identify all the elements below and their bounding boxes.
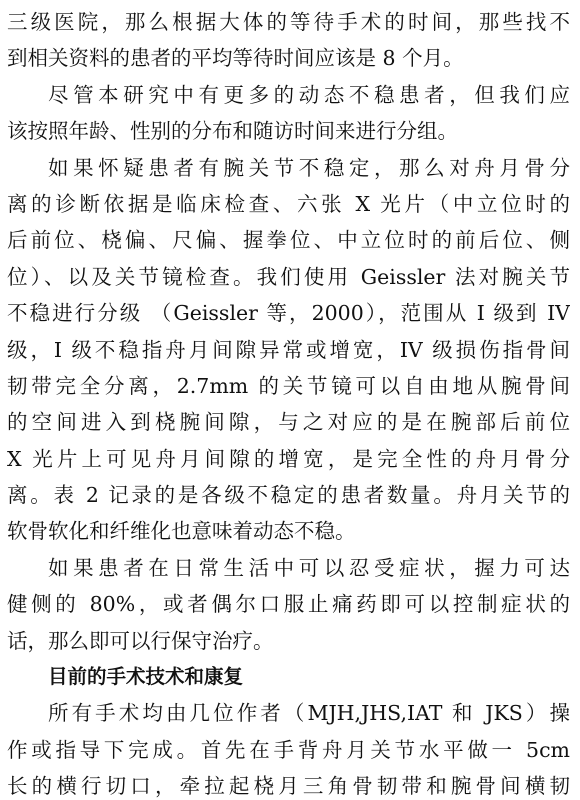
text-line: 三级医院，那么根据大体的等待手术的时间，那些找不 [7, 10, 570, 34]
text-line: 作或指导下完成。首先在手背舟月关节水平做一 5cm [7, 737, 570, 762]
text-line: 如果怀疑患者有腕关节不稳定，那么对舟月骨分 [48, 155, 570, 180]
text-line: 长的横行切口，牵拉起桡月三角骨韧带和腕骨间横韧 [7, 774, 570, 799]
text-line: 所有手术均由几位作者（MJH,JHS,IAT 和 JKS）操 [48, 701, 570, 726]
text-line: 后前位、桡偏、尺偏、握拳位、中立位时的前后位、侧 [7, 228, 570, 253]
paragraph-2 [7, 77, 570, 150]
text-line: 离。表 2 记录的是各级不稳定的患者数量。舟月关节的 [7, 483, 570, 508]
paragraph-5 [7, 695, 570, 800]
section-heading: 目前的手术技术和康复 [48, 665, 244, 689]
text-line: 级，I 级不稳指舟月间隙异常或增宽，IV 级损伤指骨间 [7, 337, 570, 362]
text-line: 到相关资料的患者的平均等待时间应该是 8 个月。 [7, 46, 464, 71]
text-line: 话，那么即可以行保守治疗。 [7, 628, 274, 653]
text-line: 不稳进行分级 （Geissler 等，2000），范围从 I 级到 IV [7, 301, 570, 326]
text-line: X 光片上可见舟月间隙的增宽，是完全性的舟月骨分 [7, 446, 570, 471]
paragraph-1 [7, 4, 570, 77]
text-line: 位）、以及关节镜检查。我们使用 Geissler 法对腕关节 [7, 264, 570, 289]
text-line: 韧带完全分离，2.7mm 的关节镜可以自由地从腕骨间 [7, 373, 570, 398]
text-line: 如果患者在日常生活中可以忍受症状，握力可达 [48, 555, 570, 580]
text-line: 软骨软化和纤维化也意味着动态不稳。 [7, 519, 356, 544]
paragraph-4 [7, 550, 570, 659]
text-line: 健侧的 80%，或者偶尔口服止痛药即可以控制症状的 [7, 592, 570, 617]
text-line: 的空间进入到桡腕间隙，与之对应的是在腕部后前位 [7, 410, 570, 435]
text-line: 尽管本研究中有更多的动态不稳患者，但我们应 [48, 82, 570, 107]
text-line: 离的诊断依据是临床检查、六张 X 光片（中立位时的 [7, 191, 570, 216]
text-line: 该按照年龄、性别的分布和随访时间来进行分组。 [7, 119, 458, 144]
paragraph-3 [7, 150, 570, 550]
